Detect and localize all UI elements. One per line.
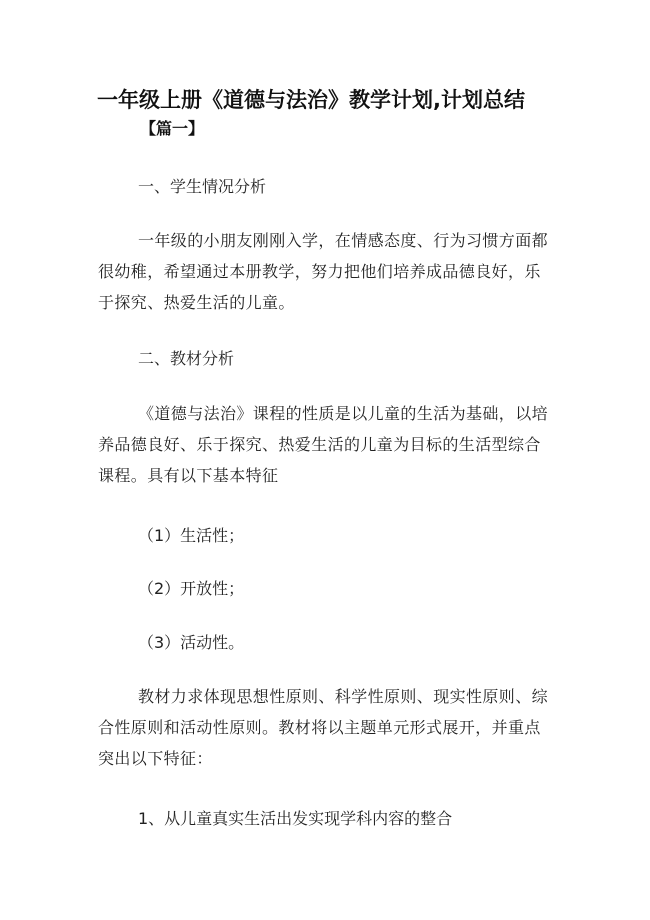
paragraph-textbook-principles: 教材力求体现思想性原则、科学性原则、现实性原则、综合性原则和活动性原则。教材将以主题单元形式展开，并重点突出以下特征： xyxy=(98,687,549,768)
feature-item-life: （1）生活性； xyxy=(138,526,245,545)
section-heading-textbook-analysis: 二、教材分析 xyxy=(138,349,235,368)
document-subtitle: 【篇一】 xyxy=(140,119,205,138)
paragraph-student-analysis: 一年级的小朋友刚刚入学，在情感态度、行为习惯方面都很幼稚，希望通过本册教学，努力把他们培养成品德良好，乐于探究、热爱生活的儿童。 xyxy=(98,231,549,312)
section-heading-student-analysis: 一、学生情况分析 xyxy=(138,177,267,196)
feature-item-activity: （3）活动性。 xyxy=(138,633,245,652)
document-title: 一年级上册《道德与法治》教学计划,计划总结 xyxy=(97,88,525,112)
feature-item-openness: （2）开放性； xyxy=(138,579,245,598)
point-item-integration: 1、从儿童真实生活出发实现学科内容的整合 xyxy=(138,809,453,828)
paragraph-course-nature: 《道德与法治》课程的性质是以儿童的生活为基础，以培养品德良好、乐于探究、热爱生活的儿童为目标的生活型综合课程。具有以下基本特征 xyxy=(98,404,549,485)
